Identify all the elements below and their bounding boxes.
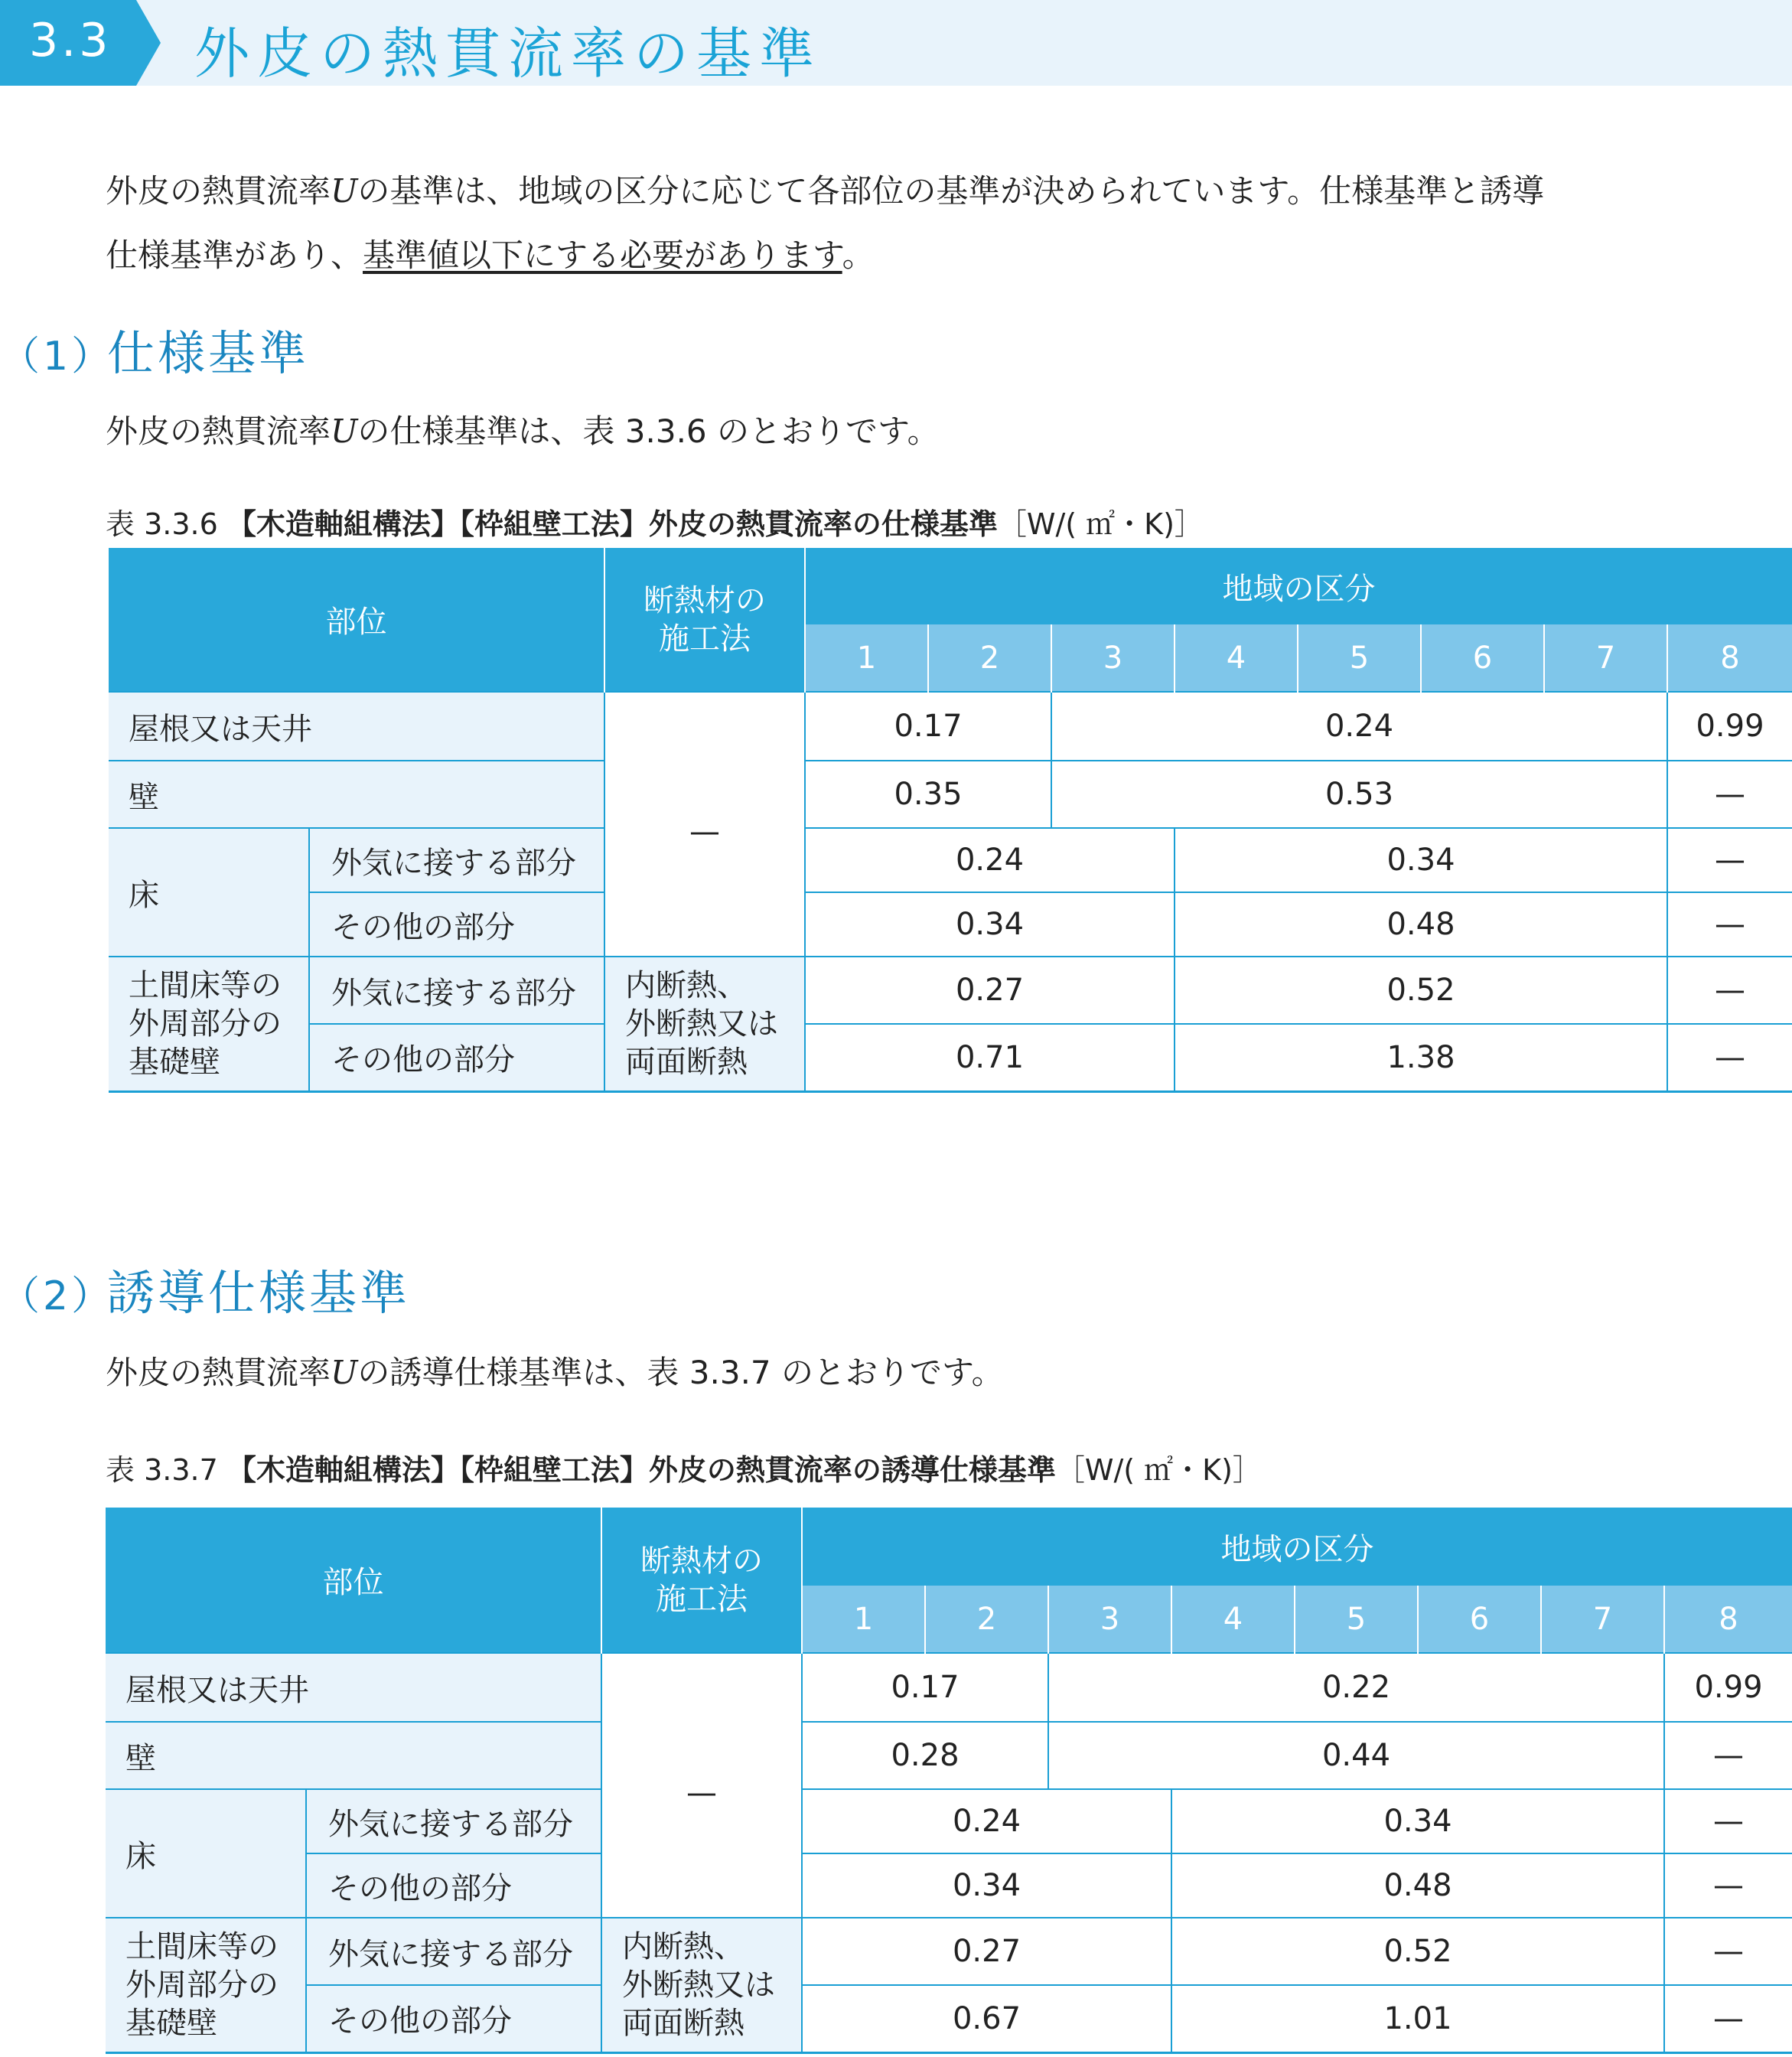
- region-4: 4: [1175, 624, 1298, 692]
- table-336-caption: 表 3.3.6 【木造軸組構法】【枠組壁工法】外皮の熱貫流率の仕様基準［W/( ㎡・K)］: [106, 507, 1204, 541]
- value-cell: 0.52: [1171, 1918, 1664, 1985]
- row-label-floor: 床: [109, 828, 309, 957]
- value-cell: 0.99: [1667, 692, 1792, 761]
- table-row: [109, 892, 1792, 957]
- value-cell: —: [1667, 892, 1792, 957]
- value-cell: 0.34: [1171, 1789, 1664, 1853]
- sub-label-outside: 外気に接する部分: [306, 1789, 601, 1853]
- value-cell: 0.34: [802, 1853, 1171, 1918]
- table-row: [106, 1789, 1792, 1853]
- row-label-wall: 壁: [109, 761, 604, 828]
- region-3: 3: [1051, 624, 1175, 692]
- value-cell: 0.52: [1175, 957, 1667, 1024]
- value-cell: —: [1667, 828, 1792, 892]
- value-cell: 1.38: [1175, 1024, 1667, 1091]
- value-cell: —: [1667, 957, 1792, 1024]
- method-cell: —: [604, 692, 805, 957]
- table-row: [109, 1024, 1792, 1091]
- subsection-1-heading: （1）仕様基準: [0, 325, 310, 381]
- value-cell: 0.24: [1051, 692, 1667, 761]
- value-cell: 0.44: [1048, 1722, 1664, 1789]
- value-cell: 0.28: [802, 1722, 1048, 1789]
- section-title: 外皮の熱貫流率の基準: [194, 21, 823, 86]
- header-method: 断熱材の 施工法: [601, 1508, 802, 1653]
- value-cell: 0.27: [802, 1918, 1171, 1985]
- region-8: 8: [1667, 624, 1792, 692]
- subsection-2-text: 外皮の熱貫流率Uの誘導仕様基準は、表 3.3.7 のとおりです。: [106, 1354, 1004, 1391]
- value-cell: —: [1664, 1918, 1792, 1985]
- section-number: 3.3: [29, 14, 112, 67]
- region-6: 6: [1421, 624, 1544, 692]
- region-1: 1: [802, 1586, 925, 1653]
- value-cell: 0.53: [1051, 761, 1667, 828]
- subsection-2-heading: （2）誘導仕様基準: [0, 1265, 411, 1321]
- table-336: [109, 548, 1792, 1093]
- requirement-underline: 基準値以下にする必要があります: [363, 236, 842, 274]
- value-cell: 0.24: [802, 1789, 1171, 1853]
- table-row: [109, 692, 1792, 761]
- table-337-caption: 表 3.3.7 【木造軸組構法】【枠組壁工法】外皮の熱貫流率の誘導仕様基準［W/( ㎡・K)］: [106, 1453, 1262, 1487]
- value-cell: 0.99: [1664, 1653, 1792, 1722]
- value-cell: 0.17: [805, 692, 1051, 761]
- header-part: 部位: [106, 1508, 601, 1653]
- value-cell: 0.34: [805, 892, 1175, 957]
- value-cell: 0.48: [1171, 1853, 1664, 1918]
- row-label-floor: 床: [106, 1789, 306, 1918]
- value-cell: 0.24: [805, 828, 1175, 892]
- region-7: 7: [1541, 1586, 1664, 1653]
- table-row: [106, 1985, 1792, 2052]
- region-4: 4: [1171, 1586, 1295, 1653]
- table-row: [109, 828, 1792, 892]
- region-2: 2: [925, 1586, 1048, 1653]
- intro-line-2: 仕様基準があり、基準値以下にする必要があります。: [106, 236, 875, 274]
- region-8: 8: [1664, 1586, 1792, 1653]
- table-row: [106, 1918, 1792, 1985]
- value-cell: 0.71: [805, 1024, 1175, 1091]
- region-2: 2: [928, 624, 1051, 692]
- row-label-wall: 壁: [106, 1722, 601, 1789]
- region-6: 6: [1418, 1586, 1541, 1653]
- value-cell: 0.35: [805, 761, 1051, 828]
- sub-label-outside: 外気に接する部分: [306, 1918, 601, 1985]
- header-region: 地域の区分: [802, 1508, 1792, 1586]
- method-cell-insulation: 内断熱、 外断熱又は 両面断熱: [604, 957, 805, 1091]
- value-cell: 0.17: [802, 1653, 1048, 1722]
- value-cell: —: [1664, 1985, 1792, 2052]
- region-3: 3: [1048, 1586, 1171, 1653]
- row-label-earthfloor: 土間床等の 外周部分の 基礎壁: [109, 957, 309, 1091]
- table-row: [109, 957, 1792, 1024]
- header-method: 断熱材の 施工法: [604, 548, 805, 692]
- sub-label-other: その他の部分: [309, 892, 604, 957]
- sub-label-other: その他の部分: [306, 1985, 601, 2052]
- value-cell: 0.48: [1175, 892, 1667, 957]
- value-cell: 0.67: [802, 1985, 1171, 2052]
- sub-label-outside: 外気に接する部分: [309, 828, 604, 892]
- subsection-1-text: 外皮の熱貫流率Uの仕様基準は、表 3.3.6 のとおりです。: [106, 412, 940, 450]
- row-label-roof: 屋根又は天井: [106, 1653, 601, 1722]
- row-label-earthfloor: 土間床等の 外周部分の 基礎壁: [106, 1918, 306, 2052]
- method-cell: —: [601, 1653, 802, 1918]
- value-cell: —: [1664, 1853, 1792, 1918]
- value-cell: 0.22: [1048, 1653, 1664, 1722]
- region-1: 1: [805, 624, 928, 692]
- table-row: [106, 1853, 1792, 1918]
- value-cell: 0.27: [805, 957, 1175, 1024]
- region-5: 5: [1295, 1586, 1418, 1653]
- sub-label-other: その他の部分: [306, 1853, 601, 1918]
- method-cell-insulation: 内断熱、 外断熱又は 両面断熱: [601, 1918, 802, 2052]
- value-cell: 1.01: [1171, 1985, 1664, 2052]
- intro-line-1: 外皮の熱貫流率Uの基準は、地域の区分に応じて各部位の基準が決められています。仕様基準と誘導: [106, 172, 1545, 210]
- table-row: [109, 761, 1792, 828]
- header-part: 部位: [109, 548, 604, 692]
- value-cell: —: [1667, 1024, 1792, 1091]
- header-region: 地域の区分: [805, 548, 1792, 624]
- row-label-roof: 屋根又は天井: [109, 692, 604, 761]
- table-row: [106, 1722, 1792, 1789]
- value-cell: —: [1664, 1789, 1792, 1853]
- value-cell: —: [1667, 761, 1792, 828]
- region-5: 5: [1298, 624, 1421, 692]
- value-cell: —: [1664, 1722, 1792, 1789]
- sub-label-other: その他の部分: [309, 1024, 604, 1091]
- table-337: [106, 1508, 1792, 2054]
- region-7: 7: [1544, 624, 1667, 692]
- table-row: [106, 1653, 1792, 1722]
- value-cell: 0.34: [1175, 828, 1667, 892]
- sub-label-outside: 外気に接する部分: [309, 957, 604, 1024]
